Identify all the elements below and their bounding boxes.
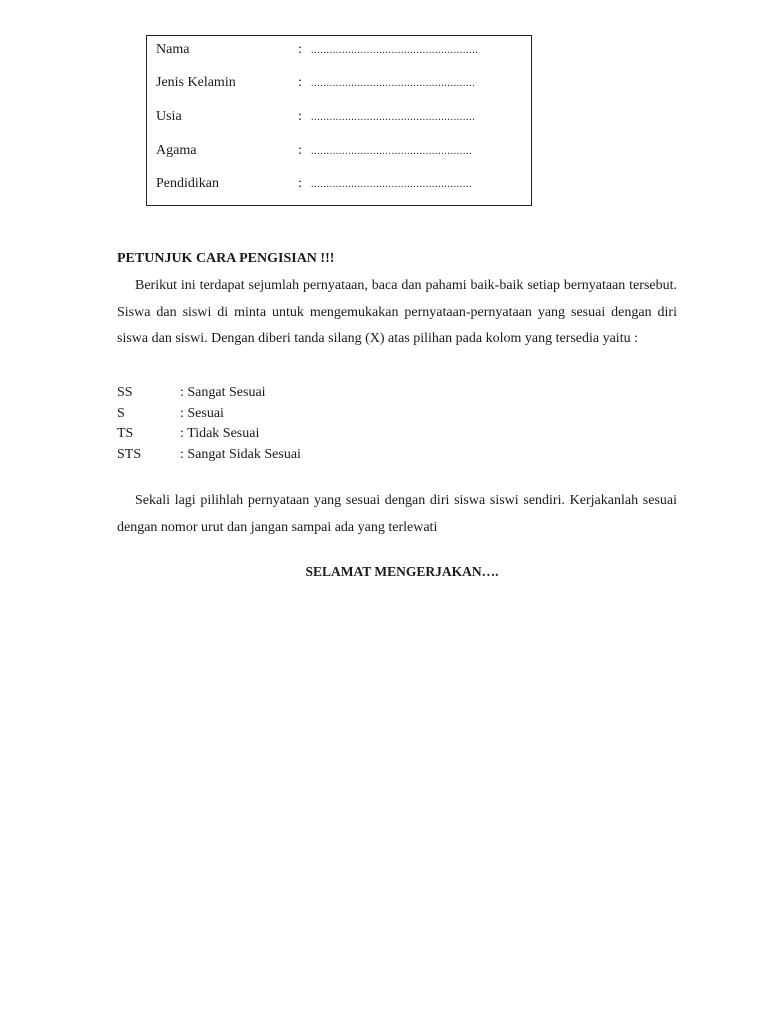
identity-fill-line: ...................................................... [311,45,479,56]
identity-fill-line: .................................................... [311,146,473,157]
identity-fill-line: ..................................................... [311,112,476,123]
identity-label: Jenis Kelamin [156,75,236,90]
legend-description: : Sesuai [180,405,224,421]
identity-label: Nama [156,42,190,57]
identity-form-box [146,35,532,206]
identity-colon: : [298,143,302,158]
identity-label: Agama [156,143,197,158]
instructions-heading: PETUNJUK CARA PENGISIAN !!! [117,251,335,266]
identity-label: Usia [156,109,182,124]
instructions-paragraph: Berikut ini terdapat sejumlah pernyataan, baca dan pahami baik-baik setiap bernyataan tersebut. Siswa dan siswi di minta untuk mengemukakan pernyataan-pernyataan yang sesuai dengan diri siswa dan siswi. Dengan diberi tanda silang (X) atas pilihan pada kolom yang tersedia yaitu : [117,278,677,347]
identity-label: Pendidikan [156,176,219,191]
legend-code: SS [117,385,133,400]
identity-fill-line: .................................................... [311,179,473,190]
identity-colon: : [298,176,302,191]
legend-code: TS [117,426,134,441]
closing-text: SELAMAT MENGERJAKAN…. [305,564,499,579]
identity-fill-line: ..................................................... [311,78,476,89]
legend-code: STS [117,446,142,462]
identity-colon: : [298,42,302,57]
legend-description: : Sangat Sidak Sesuai [180,446,301,462]
reminder-paragraph: Sekali lagi pilihlah pernyataan yang sesuai dengan diri siswa siswi sendiri. Kerjakanlah sesuai dengan nomor urut dan jangan sampai ada yang terlewati [117,493,677,535]
identity-colon: : [298,75,302,90]
identity-colon: : [298,109,302,124]
legend-code: S [117,405,125,421]
legend-description: : Sangat Sesuai [180,385,266,400]
legend-description: : Tidak Sesuai [180,426,260,441]
